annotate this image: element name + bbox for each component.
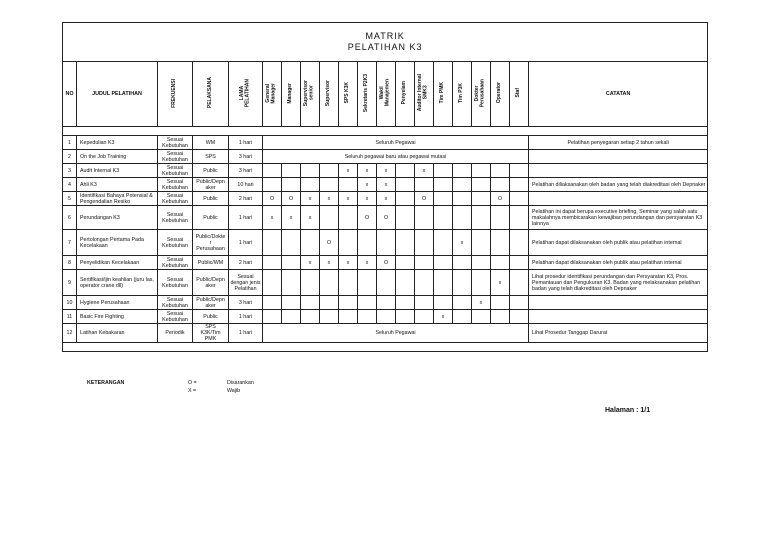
role-mark-cell bbox=[510, 256, 529, 270]
notes-cell: Lihat prosedur identifikasi perundangan dan Persyaratan K3, Pros. Pemantauan dan Pengukuran K3. Badan yang melaksanakan pelatihan badan yang telah diakreditasi oleh Depnaker bbox=[529, 270, 708, 296]
role-mark-cell: O bbox=[415, 192, 434, 206]
row-number: 8 bbox=[63, 256, 77, 270]
role-mark-cell bbox=[396, 270, 415, 296]
role-mark-cell bbox=[396, 230, 415, 256]
role-mark-cell bbox=[415, 256, 434, 270]
role-mark-cell bbox=[472, 192, 491, 206]
notes-cell: Pelatihan penyegaran setiap 2 tahun sekali bbox=[529, 136, 708, 150]
frequency-cell: Sesuai Kebutuhan bbox=[158, 256, 193, 270]
role-mark-cell bbox=[263, 296, 282, 310]
legend-label: KETERANGAN bbox=[87, 380, 125, 386]
role-mark-cell bbox=[434, 192, 453, 206]
role-mark-cell bbox=[453, 164, 472, 178]
role-mark-cell: x bbox=[453, 230, 472, 256]
role-mark-cell bbox=[491, 310, 510, 324]
organizer-cell: Public bbox=[193, 206, 229, 230]
role-mark-cell bbox=[282, 256, 301, 270]
role-mark-cell bbox=[434, 206, 453, 230]
all-roles-span-cell: Seluruh Pegawai bbox=[263, 324, 529, 343]
role-mark-cell: x bbox=[263, 206, 282, 230]
organizer-cell: Public/Depn aker bbox=[193, 178, 229, 192]
duration-cell: 2 hari bbox=[229, 256, 263, 270]
organizer-cell: Public bbox=[193, 192, 229, 206]
role-mark-cell bbox=[491, 206, 510, 230]
role-mark-cell bbox=[472, 206, 491, 230]
role-mark-cell bbox=[472, 230, 491, 256]
header-role: Auditor Internal SMK3 bbox=[417, 74, 429, 112]
role-mark-cell bbox=[301, 270, 320, 296]
header-role: General Manager bbox=[265, 82, 277, 104]
organizer-cell: Public/Depn aker bbox=[193, 296, 229, 310]
role-mark-cell bbox=[282, 310, 301, 324]
role-mark-cell: x bbox=[282, 206, 301, 230]
role-mark-cell bbox=[320, 270, 339, 296]
role-mark-cell: x bbox=[320, 256, 339, 270]
duration-cell: 3 hari bbox=[229, 164, 263, 178]
role-mark-cell: O bbox=[263, 192, 282, 206]
footer-spacer bbox=[63, 343, 708, 352]
role-mark-cell bbox=[396, 310, 415, 324]
role-mark-cell: x bbox=[358, 178, 377, 192]
notes-cell: Pelatihan dapat dilaksanakan oleh publik atau pelatihan internal bbox=[529, 230, 708, 256]
frequency-cell: Sesuai Kebutuhan bbox=[158, 150, 193, 164]
duration-cell: 1 hari bbox=[229, 324, 263, 343]
role-mark-cell bbox=[510, 192, 529, 206]
role-mark-cell bbox=[282, 270, 301, 296]
notes-cell bbox=[529, 310, 708, 324]
role-mark-cell bbox=[358, 310, 377, 324]
role-mark-cell bbox=[377, 310, 396, 324]
row-number: 9 bbox=[63, 270, 77, 296]
legend-key-1: O = bbox=[188, 380, 197, 386]
header-role: SPS K3K bbox=[344, 82, 351, 104]
organizer-cell: Public bbox=[193, 164, 229, 178]
role-mark-cell bbox=[263, 230, 282, 256]
header-role: Penyelam bbox=[401, 81, 408, 105]
role-mark-cell: O bbox=[377, 206, 396, 230]
notes-cell: Lihat Prosedur Tanggap Darurat bbox=[529, 324, 708, 343]
notes-cell bbox=[529, 164, 708, 178]
role-mark-cell bbox=[320, 310, 339, 324]
role-mark-cell: x bbox=[358, 192, 377, 206]
header-role: Tim PMK bbox=[439, 82, 446, 104]
role-mark-cell: O bbox=[358, 206, 377, 230]
organizer-cell: Public bbox=[193, 310, 229, 324]
role-mark-cell bbox=[453, 206, 472, 230]
role-mark-cell bbox=[320, 178, 339, 192]
role-mark-cell bbox=[282, 164, 301, 178]
role-mark-cell bbox=[491, 164, 510, 178]
frequency-cell: Sesuai Kebutuhan bbox=[158, 136, 193, 150]
role-mark-cell: x bbox=[491, 270, 510, 296]
frequency-cell: Sesuai Kebutuhan bbox=[158, 296, 193, 310]
table-row bbox=[63, 310, 708, 324]
legend-value-1: Disarankan bbox=[227, 380, 254, 386]
role-mark-cell bbox=[453, 178, 472, 192]
role-mark-cell bbox=[263, 310, 282, 324]
notes-cell: Pelatihan ini dapat berupa executive briefing, Seminar yang salah satu makalahnya membicarakan kewajiban perundangan dan persyaratan K3 lainnya bbox=[529, 206, 708, 230]
table-row bbox=[63, 296, 708, 310]
role-mark-cell: x bbox=[301, 192, 320, 206]
role-mark-cell bbox=[415, 206, 434, 230]
role-mark-cell: x bbox=[472, 296, 491, 310]
role-mark-cell bbox=[396, 256, 415, 270]
row-number: 7 bbox=[63, 230, 77, 256]
title-line-1: MATRIK bbox=[365, 31, 405, 41]
role-mark-cell bbox=[510, 296, 529, 310]
header-lama: LAMA PELATIHAN bbox=[238, 78, 251, 108]
table-row bbox=[63, 164, 708, 178]
organizer-cell: SPS bbox=[193, 150, 229, 164]
duration-cell: 1 hari bbox=[229, 230, 263, 256]
role-mark-cell bbox=[301, 230, 320, 256]
training-title: Pertolongan Pertama Pada Kecelakaan bbox=[77, 230, 158, 256]
table-row bbox=[63, 150, 708, 164]
row-number: 3 bbox=[63, 164, 77, 178]
notes-cell bbox=[529, 192, 708, 206]
duration-cell: 10 hari bbox=[229, 178, 263, 192]
role-mark-cell bbox=[320, 296, 339, 310]
training-title: Hygiene Perusahaan bbox=[77, 296, 158, 310]
role-mark-cell bbox=[510, 178, 529, 192]
table-row bbox=[63, 192, 708, 206]
all-roles-span-cell: Seluruh Pegawai bbox=[263, 136, 529, 150]
header-role: Supervisor senior bbox=[303, 79, 315, 107]
role-mark-cell bbox=[301, 310, 320, 324]
role-mark-cell bbox=[453, 296, 472, 310]
page-number: Halaman : 1/1 bbox=[605, 407, 651, 414]
header-role: Sekretaris P2K3 bbox=[363, 73, 370, 113]
training-title: Perundangan K3 bbox=[77, 206, 158, 230]
table-row bbox=[63, 324, 708, 343]
row-number: 5 bbox=[63, 192, 77, 206]
training-matrix-table bbox=[62, 22, 708, 352]
role-mark-cell: x bbox=[377, 192, 396, 206]
organizer-cell: Public/Dokte r Perusahaan bbox=[193, 230, 229, 256]
header-role: Tim P3K bbox=[458, 83, 465, 103]
role-mark-cell bbox=[472, 178, 491, 192]
legend-value-2: Wajib bbox=[227, 388, 241, 394]
role-mark-cell bbox=[339, 206, 358, 230]
header-role: Manager bbox=[287, 82, 294, 104]
row-number: 12 bbox=[63, 324, 77, 343]
role-mark-cell bbox=[491, 256, 510, 270]
role-mark-cell: O bbox=[377, 256, 396, 270]
duration-cell: 3 hari bbox=[229, 296, 263, 310]
role-mark-cell: O bbox=[491, 192, 510, 206]
role-mark-cell bbox=[301, 164, 320, 178]
role-mark-cell bbox=[396, 206, 415, 230]
role-mark-cell bbox=[434, 256, 453, 270]
frequency-cell: Sesuai Kebutuhan bbox=[158, 192, 193, 206]
role-mark-cell bbox=[377, 296, 396, 310]
training-title: Audit Internal K3 bbox=[77, 164, 158, 178]
notes-cell bbox=[529, 150, 708, 164]
header-role: Supervisor bbox=[325, 79, 332, 107]
role-mark-cell bbox=[282, 178, 301, 192]
duration-cell: Sesuai dengan jenis Pelatihan bbox=[229, 270, 263, 296]
role-mark-cell bbox=[301, 296, 320, 310]
title-block bbox=[63, 23, 708, 62]
header-role: Wakil Manajemen bbox=[379, 79, 391, 107]
training-title: Identifikasi Bahaya Potensial & Pengendalian Resiko bbox=[77, 192, 158, 206]
role-mark-cell bbox=[415, 296, 434, 310]
duration-cell: 2 hari bbox=[229, 192, 263, 206]
table-row bbox=[63, 206, 708, 230]
role-mark-cell bbox=[510, 230, 529, 256]
role-mark-cell bbox=[510, 164, 529, 178]
role-mark-cell bbox=[510, 206, 529, 230]
training-title: Ahli K3 bbox=[77, 178, 158, 192]
role-mark-cell: x bbox=[377, 178, 396, 192]
role-mark-cell bbox=[415, 178, 434, 192]
role-mark-cell: x bbox=[301, 256, 320, 270]
role-mark-cell bbox=[339, 178, 358, 192]
duration-cell: 3 hari bbox=[229, 150, 263, 164]
row-number: 1 bbox=[63, 136, 77, 150]
row-number: 6 bbox=[63, 206, 77, 230]
table-row bbox=[63, 178, 708, 192]
role-mark-cell bbox=[491, 178, 510, 192]
role-mark-cell bbox=[415, 270, 434, 296]
training-title: Latihan Kebakaran bbox=[77, 324, 158, 343]
duration-cell: 1 hari bbox=[229, 206, 263, 230]
role-mark-cell bbox=[453, 310, 472, 324]
organizer-cell: SPS K3K/Tim PMK bbox=[193, 324, 229, 343]
role-mark-cell bbox=[358, 230, 377, 256]
role-mark-cell bbox=[396, 178, 415, 192]
frequency-cell: Sesuai Kebutuhan bbox=[158, 310, 193, 324]
role-mark-cell: x bbox=[358, 256, 377, 270]
organizer-cell: Public/WM bbox=[193, 256, 229, 270]
role-mark-cell bbox=[434, 270, 453, 296]
role-mark-cell bbox=[510, 270, 529, 296]
frequency-cell: Sesuai Kebutuhan bbox=[158, 178, 193, 192]
role-mark-cell: x bbox=[434, 310, 453, 324]
header-no: NO bbox=[63, 62, 77, 127]
role-mark-cell bbox=[453, 192, 472, 206]
role-mark-cell bbox=[320, 164, 339, 178]
row-number: 2 bbox=[63, 150, 77, 164]
role-mark-cell: x bbox=[415, 164, 434, 178]
table-row bbox=[63, 256, 708, 270]
role-mark-cell bbox=[472, 310, 491, 324]
role-mark-cell bbox=[358, 296, 377, 310]
role-mark-cell: x bbox=[320, 192, 339, 206]
header-spacer bbox=[63, 127, 708, 136]
role-mark-cell bbox=[339, 310, 358, 324]
role-mark-cell: O bbox=[282, 192, 301, 206]
organizer-cell: WM bbox=[193, 136, 229, 150]
role-mark-cell: O bbox=[320, 230, 339, 256]
table-row bbox=[63, 136, 708, 150]
frequency-cell: Sesuai Kebutuhan bbox=[158, 206, 193, 230]
training-title: Penyelidikan Kecelakaan bbox=[77, 256, 158, 270]
role-mark-cell bbox=[282, 296, 301, 310]
role-mark-cell bbox=[434, 230, 453, 256]
row-number: 4 bbox=[63, 178, 77, 192]
legend-key-2: X = bbox=[188, 388, 197, 394]
header-role: Staf bbox=[515, 88, 522, 98]
duration-cell: 1 hari bbox=[229, 310, 263, 324]
role-mark-cell bbox=[358, 270, 377, 296]
role-mark-cell bbox=[263, 256, 282, 270]
notes-cell: Pelatihan diliaksanakan oleh badan yang telah diakreditasi oleh Depnaker bbox=[529, 178, 708, 192]
frequency-cell: Sesuai Kebutuhan bbox=[158, 270, 193, 296]
role-mark-cell bbox=[491, 296, 510, 310]
role-mark-cell: x bbox=[358, 164, 377, 178]
organizer-cell: Public/Depn aker bbox=[193, 270, 229, 296]
role-mark-cell bbox=[434, 164, 453, 178]
role-mark-cell bbox=[472, 164, 491, 178]
role-mark-cell bbox=[339, 230, 358, 256]
header-frekuensi: FREKUENSI bbox=[171, 78, 178, 108]
role-mark-cell bbox=[434, 296, 453, 310]
all-roles-span-cell: Seluruh pegawai baru atau pegawai mutasi bbox=[263, 150, 529, 164]
role-mark-cell bbox=[396, 192, 415, 206]
role-mark-cell: x bbox=[301, 206, 320, 230]
role-mark-cell bbox=[453, 256, 472, 270]
frequency-cell: Sesuai Kebutuhan bbox=[158, 230, 193, 256]
frequency-cell: Sesuai Kebutuhan bbox=[158, 164, 193, 178]
title-line-2: PELATIHAN K3 bbox=[347, 42, 423, 52]
role-mark-cell bbox=[339, 296, 358, 310]
role-mark-cell bbox=[491, 230, 510, 256]
training-title: Basic Fire Fighting bbox=[77, 310, 158, 324]
role-mark-cell bbox=[510, 310, 529, 324]
role-mark-cell bbox=[472, 270, 491, 296]
role-mark-cell: x bbox=[339, 192, 358, 206]
header-judul: JUDUL PELATIHAN bbox=[77, 62, 158, 127]
notes-cell bbox=[529, 296, 708, 310]
role-mark-cell: x bbox=[339, 256, 358, 270]
role-mark-cell bbox=[472, 256, 491, 270]
role-mark-cell: x bbox=[377, 164, 396, 178]
frequency-cell: Periodik bbox=[158, 324, 193, 343]
row-number: 10 bbox=[63, 296, 77, 310]
role-mark-cell bbox=[377, 230, 396, 256]
role-mark-cell bbox=[301, 178, 320, 192]
header-role: Operator bbox=[496, 82, 503, 104]
role-mark-cell bbox=[396, 164, 415, 178]
role-mark-cell bbox=[339, 270, 358, 296]
training-matrix-sheet bbox=[62, 22, 707, 394]
role-mark-cell bbox=[320, 206, 339, 230]
role-mark-cell bbox=[263, 178, 282, 192]
header-role: Dokter Perusahaan bbox=[474, 78, 486, 108]
role-mark-cell bbox=[415, 310, 434, 324]
role-mark-cell bbox=[282, 230, 301, 256]
training-title: On the Job Training bbox=[77, 150, 158, 164]
notes-cell: Pelatihan dapat dilaksanakan oleh publik atau pelatihan internal bbox=[529, 256, 708, 270]
training-title: Kepedulian K3 bbox=[77, 136, 158, 150]
table-row bbox=[63, 270, 708, 296]
row-number: 11 bbox=[63, 310, 77, 324]
role-mark-cell bbox=[434, 178, 453, 192]
duration-cell: 1 hari bbox=[229, 136, 263, 150]
role-mark-cell bbox=[415, 230, 434, 256]
role-mark-cell bbox=[263, 270, 282, 296]
role-mark-cell bbox=[396, 296, 415, 310]
role-mark-cell: x bbox=[339, 164, 358, 178]
role-mark-cell bbox=[263, 164, 282, 178]
training-title: Sertifikasi/ijin keahlian (juru las, operator crane dll) bbox=[77, 270, 158, 296]
header-catatan: CATATAN bbox=[529, 62, 708, 127]
role-mark-cell bbox=[453, 270, 472, 296]
header-pelaksana: PELAKSANA bbox=[206, 77, 213, 109]
table-row bbox=[63, 230, 708, 256]
role-mark-cell bbox=[377, 270, 396, 296]
